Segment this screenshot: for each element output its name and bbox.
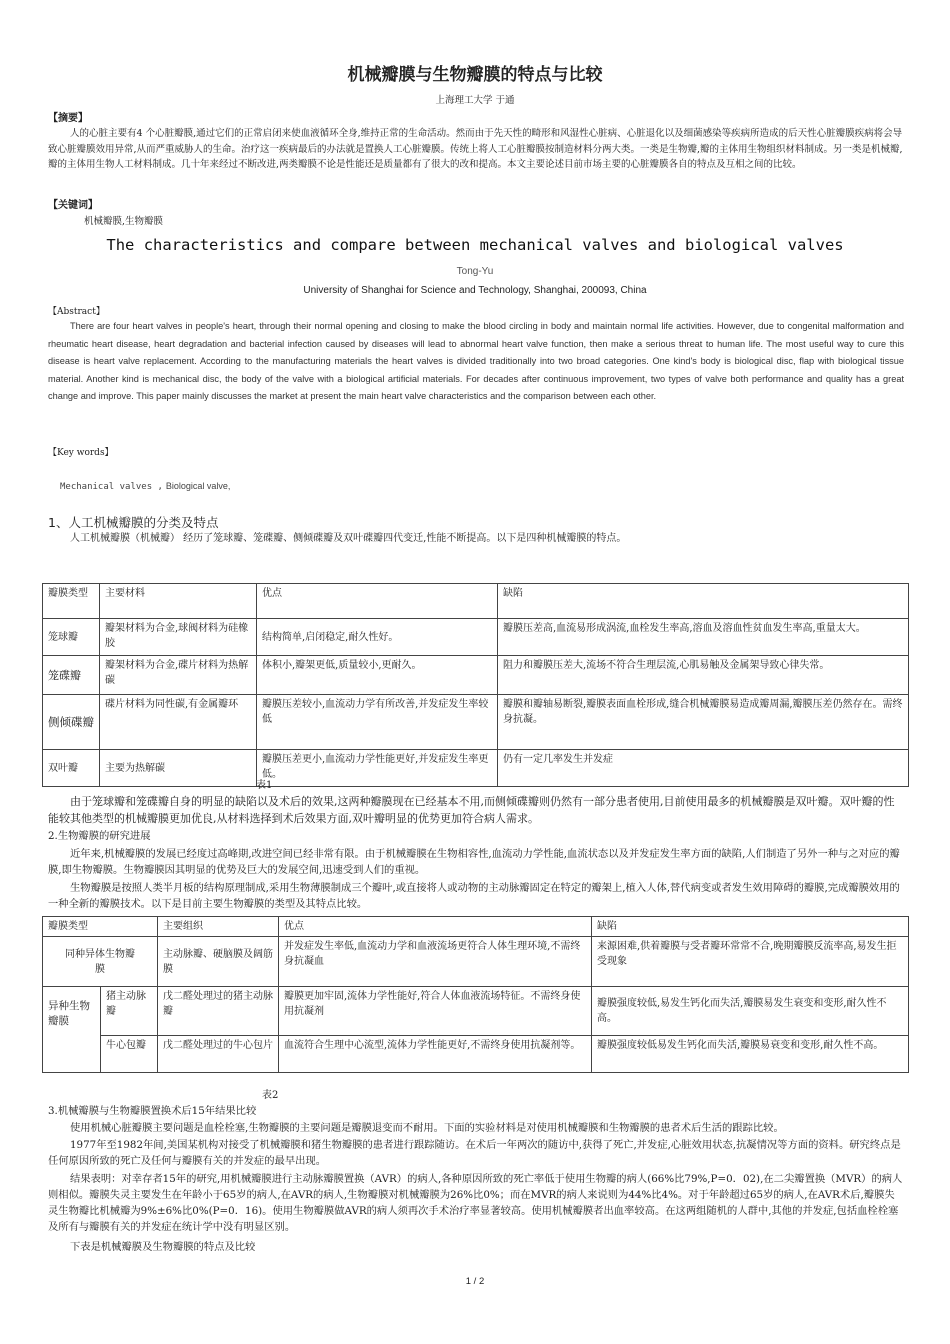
table-row: [43, 656, 909, 695]
table-row: [43, 750, 909, 787]
english-affiliation: University of Shanghai for Science and Technology, Shanghai, 200093, China: [303, 285, 647, 296]
table2-advantage-cell: 瓣膜更加牢固,流体力学性能好,符合人体血液流场特征。不需终身使用抗凝剂: [279, 987, 592, 1036]
page-title: 机械瓣膜与生物瓣膜的特点与比较: [347, 65, 603, 85]
table1-header-cell: 主要材料: [100, 584, 257, 619]
table1-advantage-cell: 瓣膜压差较小,血流动力学有所改善,并发症发生率较低: [257, 695, 498, 750]
table1-advantage-cell: 体积小,瓣架更低,质量较小,更耐久。: [257, 656, 498, 695]
english-author: Tong-Yu: [456, 266, 494, 277]
english-abstract-text: There are four heart valves in people's heart, through their normal opening and closing to make the blood circling in body and maintain normal life activities. However, due to congenital malformation and rheumatic heart disease, heart degradation and bacterial infection caused by diseases will lead to abnormal heart valve function, then make a serious threat to human life. The most useful way to cure this disease is heart valve replacement. According to the manufacturing materials the heart valves is divided traditionally into two broad categories. One kind's body is biological disc, flap with biological tissue material. Another kind is mechanical disc, the body of the valve with a biological artificial materials. For decades after continuous improvement, two types of valve both performance and quality has a great change and improve. This paper mainly discusses the market at present the main heart valve characteristics and the comparison between each other.: [48, 321, 904, 401]
english-keywords-label: 【Key words】: [48, 448, 114, 458]
table2-type-cell: 猪主动脉瓣: [101, 987, 158, 1036]
table-row: [43, 987, 909, 1036]
table2-defect-cell: 瓣膜强度较低易发生钙化而失活,瓣膜易衰变和变形,耐久性不高。: [592, 1036, 909, 1073]
paragraph-after-table1: 由于笼球瓣和笼碟瓣自身的明显的缺陷以及术后的效果,这两种瓣膜现在已经基本不用,而侧倾碟瓣则仍然有一部分患者使用,目前使用最多的机械瓣膜是双叶瓣。双叶瓣的性能较其他类型的机械瓣膜更加优良,从材料选择到术后效果方面,双叶瓣明显的优势更加符合病人需求。: [48, 795, 895, 825]
table2-header-cell: 瓣膜类型: [43, 917, 158, 937]
table2-type-cell: 牛心包瓣: [101, 1036, 158, 1073]
section1-intro: 人工机械瓣膜（机械瓣） 经历了笼球瓣、笼碟瓣、侧倾碟瓣及双叶碟瓣四代变迁,性能不断提高。以下是四种机械瓣膜的特点。: [70, 533, 627, 544]
table1-header-cell: 瓣膜类型: [43, 584, 100, 619]
section3-paragraph-2: 1977年至1982年间,美国某机构对接受了机械瓣膜和猪生物瓣膜的患者进行跟踪随访。在术后一年两次的随访中,获得了死亡,并发症,心脏效用状态,抗凝情况等方面的资料。研究终点是任何原因所致的死亡及任何与瓣膜有关的并发症的最早出现。: [48, 1139, 901, 1167]
table2-header-cell: 主要组织: [158, 917, 279, 937]
table2-tissue-cell: 戊二醛处理过的牛心包片: [158, 1036, 279, 1073]
table1-caption: 表1: [256, 780, 273, 791]
table-row: [43, 937, 909, 987]
section3-heading: 3.机械瓣膜与生物瓣膜置换术后15年结果比较: [48, 1105, 257, 1117]
keywords-text: 机械瓣膜,生物瓣膜: [84, 216, 164, 227]
section2-paragraph-1: 近年来,机械瓣膜的发展已经度过高峰期,改进空间已经非常有限。由于机械瓣膜在生物相容性,血流动力学性能,血流状态以及并发症发生率方面的缺陷,人们制造了另外一种与之对应的瓣膜,即生物瓣膜。生物瓣膜因其明显的优势及巨大的发展空间,迅速受到人们的重视。: [48, 848, 900, 876]
table1-material-cell: 瓣架材料为合金,碟片材料为热解碳: [100, 656, 257, 695]
section1-heading: 1、人工机械瓣膜的分类及特点: [48, 515, 219, 530]
english-abstract-label: 【Abstract】: [48, 307, 105, 317]
table2-biological-valves: [42, 916, 909, 1073]
table2-type-cell: 同种异体生物瓣膜: [43, 937, 158, 987]
table1-type-cell: 笼球瓣: [43, 619, 100, 656]
section2-paragraph-2: 生物瓣膜是按照人类半月板的结构原理制成,采用生物薄膜制成三个瓣叶,或直接将人或动物的主动脉瓣固定在特定的瓣架上,植入人体,替代病变或者发生效用障碍的瓣膜,完成瓣膜效用的一种全新的瓣膜技术。以下是目前主要生物瓣膜的类型及其特点比较。: [48, 882, 900, 910]
table-row: [43, 695, 909, 750]
table2-advantage-cell: 血流符合生理中心流型,流体力学性能更好,不需终身使用抗凝剂等。: [279, 1036, 592, 1073]
table1-defect-cell: 瓣膜和瓣轴易断裂,瓣膜表面血栓形成,缝合机械瓣膜易造成瓣周漏,瓣膜压差仍然存在。需终身抗凝。: [498, 695, 909, 750]
section3-paragraph-3: 结果表明：对幸存者15年的研究,用机械瓣膜进行主动脉瓣膜置换（AVR）的病人,各种原因所致的死亡率低于使用生物瓣的病人(66%比79%,P=0．02),在二尖瓣置换（MVR）的病人则相似。瓣膜失灵主要发生在年龄小于65岁的病人,在AVR的病人,生物瓣膜对机械瓣膜为26%比0%；而在MVR的病人来说则为44%比4%。对于年龄超过65岁的病人,在AVR术后,瓣膜失灵生物瓣比机械瓣为9%±6%比0%(P=0．16)。使用生物瓣膜做AVR的病人须再次手术治疗率显著较高。使用机械瓣膜者出血率较高。在这两组随机的人群中,其他的并发症,包括血栓栓塞及所有与瓣膜有关的并发症在统计学中没有明显区别。: [48, 1173, 903, 1233]
keywords-label: 【关键词】: [48, 200, 98, 211]
english-keyword-mechanical: Mechanical valves ,: [60, 482, 163, 492]
table1-header-row: [43, 584, 909, 619]
table1-defect-cell: 阻力和瓣膜压差大,流场不符合生理层流,心肌易触及金属架导致心律失常。: [498, 656, 909, 695]
table1-defect-cell: 瓣膜压差高,血流易形成涡流,血栓发生率高,溶血及溶血性贫血发生率高,重量太大。: [498, 619, 909, 656]
table1-material-cell: 主要为热解碳: [100, 750, 257, 787]
table1-defect-cell: 仍有一定几率发生并发症: [498, 750, 909, 787]
table1-type-cell: 双叶瓣: [43, 750, 100, 787]
section3-paragraph-1: 使用机械心脏瓣膜主要问题是血栓栓塞,生物瓣膜的主要问题是瓣膜退变而不耐用。下面的实验材料是对使用机械瓣膜和生物瓣膜的患者术后生活的跟踪比较。: [70, 1122, 784, 1134]
table2-defect-cell: 瓣膜强度较低,易发生钙化而失活,瓣膜易发生衰变和变形,耐久性不高。: [592, 987, 909, 1036]
table1-header-cell: 缺陷: [498, 584, 909, 619]
section2-heading: 2.生物瓣膜的研究进展: [48, 830, 151, 842]
english-keyword-biological: Biological valve,: [165, 481, 231, 491]
abstract-label: 【摘要】: [48, 113, 88, 124]
section3-paragraph-4: 下表是机械瓣膜及生物瓣膜的特点及比较: [70, 1241, 256, 1253]
table1-header-cell: 优点: [257, 584, 498, 619]
author-line: 上海理工大学 于通: [435, 95, 515, 106]
table2-header-cell: 优点: [279, 917, 592, 937]
table2-advantage-cell: 并发症发生率低,血流动力学和血液流场更符合人体生理环境,不需终身抗凝血: [279, 937, 592, 987]
table1-type-cell: 笼碟瓣: [43, 656, 100, 695]
table-row: [43, 619, 909, 656]
table1-advantage-cell: 瓣膜压差更小,血流动力学性能更好,并发症发生率更低。: [257, 750, 498, 787]
table1-material-cell: 碟片材料为同性碳,有金属瓣环: [100, 695, 257, 750]
english-title: The characteristics and compare between mechanical valves and biological valves: [106, 236, 844, 254]
table1-mechanical-valves: [42, 583, 909, 787]
table2-defect-cell: 来源困难,供着瓣膜与受者瓣环常常不合,晚期瓣膜反流率高,易发生拒受现象: [592, 937, 909, 987]
english-keywords: [60, 481, 230, 492]
table2-header-row: [43, 917, 909, 937]
page-number: 1 / 2: [465, 1276, 485, 1287]
table1-type-cell: 侧倾碟瓣: [43, 695, 100, 750]
table2-header-cell: 缺陷: [592, 917, 909, 937]
table2-caption: 表2: [262, 1090, 279, 1101]
table1-material-cell: 瓣架材料为合金,球阀材料为硅橡胶: [100, 619, 257, 656]
table2-xenograft-label: 异种生物瓣膜: [43, 987, 101, 1073]
table2-tissue-cell: 戊二醛处理过的猪主动脉瓣: [158, 987, 279, 1036]
table-row: [43, 1036, 909, 1073]
abstract-text: 人的心脏主要有4 个心脏瓣膜,通过它们的正常启闭来使血液循环全身,维持正常的生命活动。然而由于先天性的畸形和风湿性心脏病、心脏退化以及细菌感染等疾病所造成的后天性心脏瓣膜疾病将会导致心脏瓣膜效用异常,从而严重威胁人的生命。治疗这一疾病最后的办法就是置换人工心脏瓣膜。传统上将人工心脏瓣膜按制造材料分两大类。一类是生物瓣,瓣的主体用生物组织材料制成。另一类是机械瓣,瓣的主体用生物人工材料制成。几十年来经过不断改进,两类瓣膜不论是性能还是质量都有了很大的改和提高。本文主要论述目前市场主要的心脏瓣膜各自的特点及互相之间的比较。: [48, 128, 903, 170]
table1-advantage-cell: 结构简单,启闭稳定,耐久性好。: [257, 619, 498, 656]
table2-tissue-cell: 主动脉瓣、硬脑膜及阔筋膜: [158, 937, 279, 987]
